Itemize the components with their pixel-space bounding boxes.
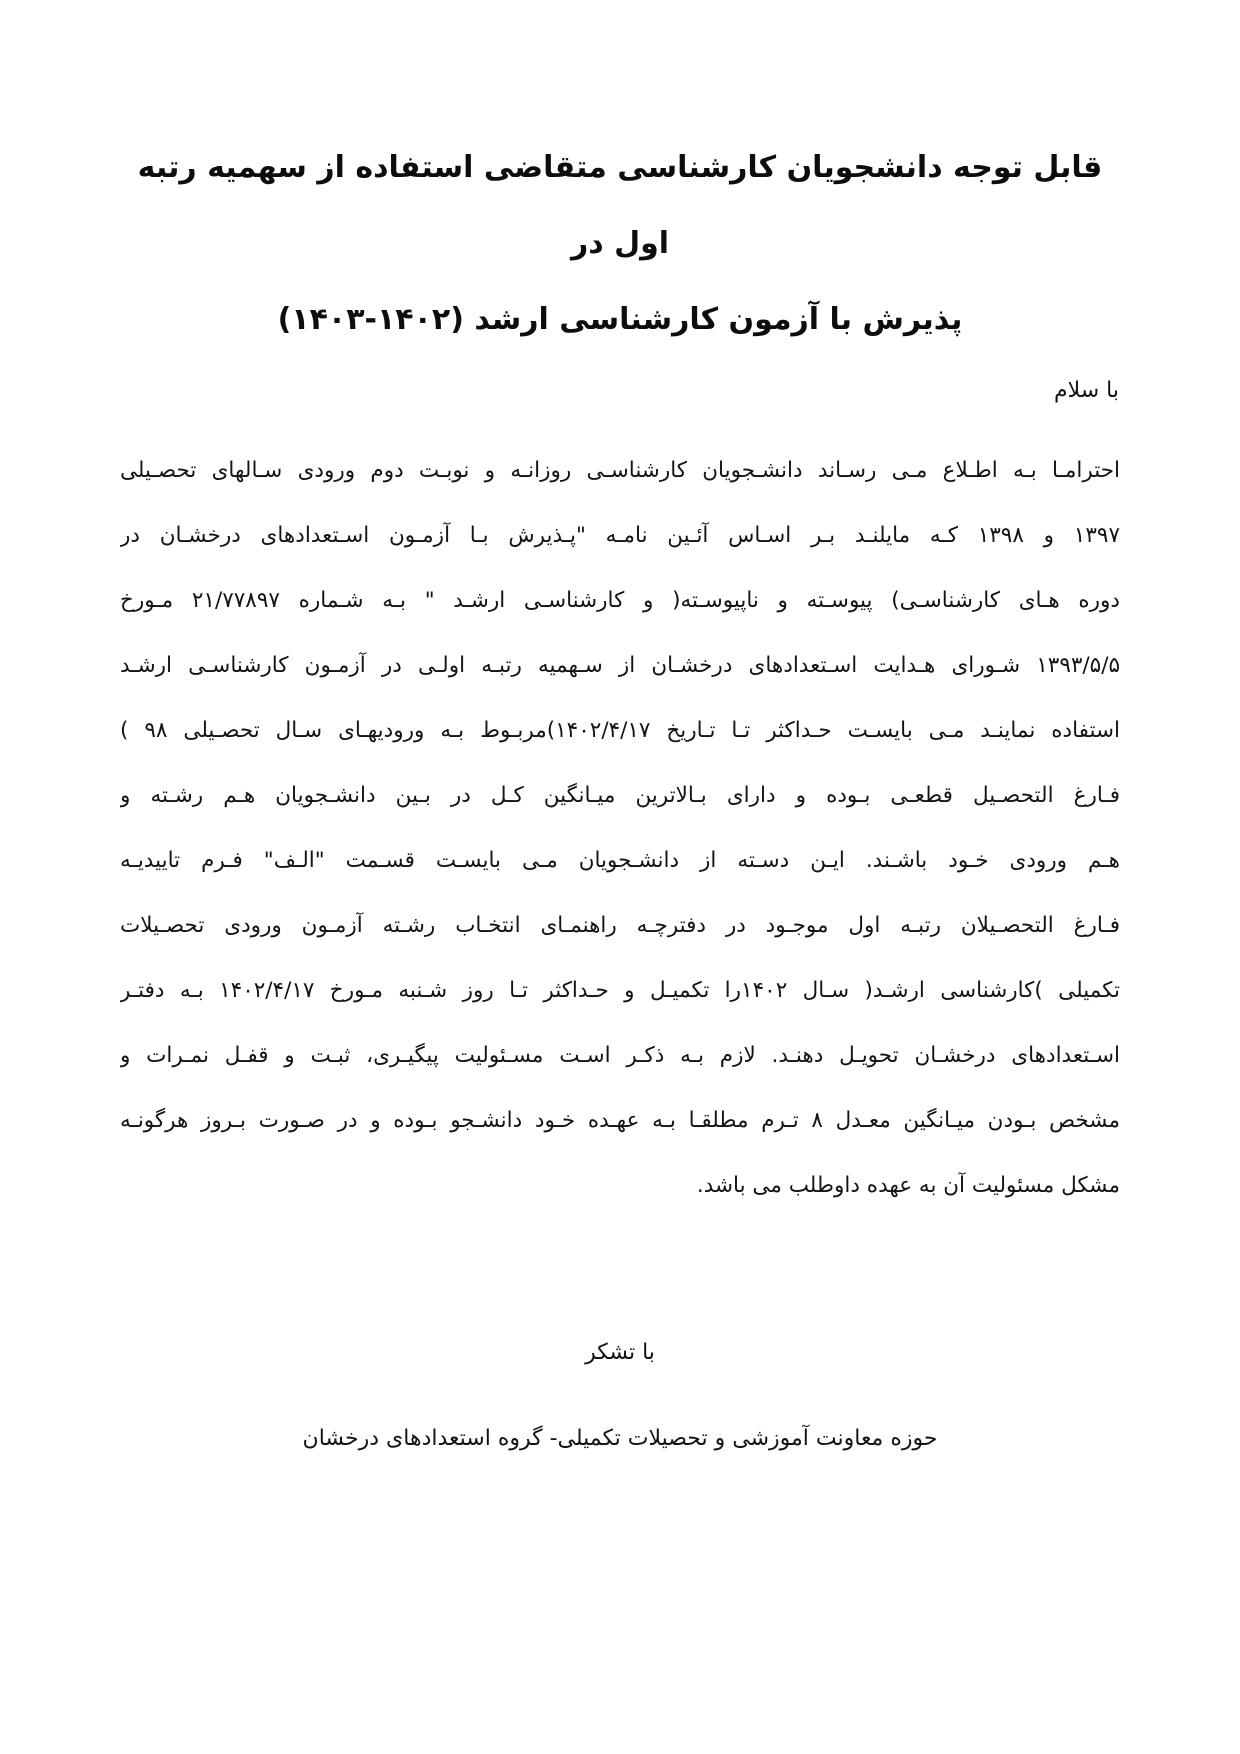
body-line: مشخص بـودن میـانگین معـدل ۸ تـرم مطلقـا بـه عهـده خـود دانشـجو بـوده و در صـورت بـروز هرگونـه [120, 1108, 1120, 1133]
title-line-2: پذیرش با آزمون کارشناسی ارشد (۱۴۰۲-۱۴۰۳) [277, 302, 963, 337]
body-line: ۱۳۹۷ و ۱۳۹۸ کـه مایلنـد بـر اسـاس آئـین نامـه "پـذیرش بـا آزمـون اسـتعدادهای درخشـان در [120, 523, 1120, 548]
body-line: ۱۳۹۳/۵/۵ شـورای هـدایت اسـتعدادهای درخشـان از سـهمیه رتبـه اولـی در آزمـون کارشناسـی ارشـد [120, 653, 1120, 678]
body-line: دوره هـای کارشناسـی) پیوسـته و ناپیوسـته( و کارشناسـی ارشـد " بـه شـماره ۲۱/۷۷۸۹۷ مـورخ [120, 588, 1120, 613]
body-line: فـارغ التحصـیلان رتبـه اول موجـود در دفترچـه راهنمـای انتخـاب رشـته آزمـون ورودی تحصـیلات [120, 913, 1120, 938]
notice-body [120, 438, 1120, 1218]
body-line-last: مشکل مسئولیت آن به عهده داوطلب می باشد. [696, 1173, 1120, 1198]
body-line: استفاده نماینـد مـی بایسـت حـداکثر تـا تـاریخ ۱۴۰۲/۴/۱۷)مربـوط بـه ورودیهـای سـال تحصـیلی ۹۸ ) [120, 718, 1120, 743]
salutation-text: با سلام [1053, 378, 1119, 403]
body-line: احترامـا بـه اطـلاع مـی رسـاند دانشـجویان کارشناسـی روزانـه و نوبـت دوم ورودی سـالهای تحصـیلی [120, 458, 1120, 483]
body-line: اسـتعدادهای درخشـان تحویـل دهنـد. لازم بـه ذکـر اسـت مسـئولیت پیگیـری، ثبـت و قفـل نمـرات و [120, 1043, 1120, 1068]
signature-text: حوزه معاونت آموزشی و تحصیلات تکمیلی- گروه استعدادهای درخشان [302, 1426, 938, 1451]
title-line-1: قابل توجه دانشجویان کارشناسی متقاضی استفاده از سهمیه رتبه اول در [137, 150, 1103, 261]
closing-text: با تشکر [585, 1340, 655, 1365]
body-line: فـارغ التحصـیل قطعـی بـوده و دارای بـالاترین میـانگین کـل در بـین دانشـجویان هـم رشـته و [120, 783, 1120, 808]
notice-title [120, 130, 1120, 358]
body-line: هـم ورودی خـود باشـند. ایـن دسـته از دانشـجویان مـی بایسـت قسـمت "الـف" فـرم تاییدیـه [120, 848, 1120, 873]
body-line: تکمیلی )کارشناسی ارشـد( سـال ۱۴۰۲را تکمیـل و حـداکثر تـا روز شـنبه مـورخ ۱۴۰۲/۴/۱۷ بـه دفتـر [120, 978, 1120, 1003]
